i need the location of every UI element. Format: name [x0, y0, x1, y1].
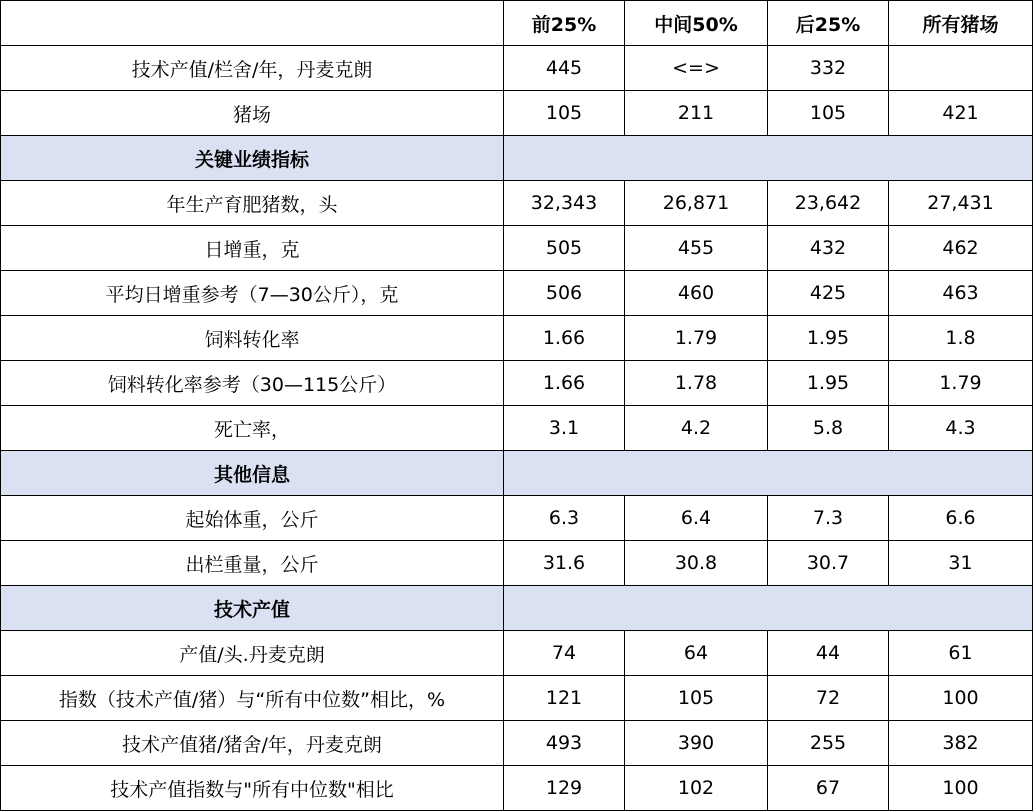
table-row — [1, 406, 1033, 451]
value-cell: 1.78 — [625, 361, 768, 406]
value-cell: 1.79 — [889, 361, 1033, 406]
value-cell: 211 — [625, 91, 768, 136]
value-cell: 255 — [768, 721, 889, 766]
row-label: 平均日增重参考（7—30公斤），克 — [1, 271, 504, 316]
value-cell: 455 — [625, 226, 768, 271]
value-cell: 462 — [889, 226, 1033, 271]
row-label: 产值/头.丹麦克朗 — [1, 631, 504, 676]
row-label: 出栏重量，公斤 — [1, 541, 504, 586]
table-row — [1, 631, 1033, 676]
value-cell: 74 — [504, 631, 625, 676]
section-title: 技术产值 — [1, 586, 504, 631]
row-label: 技术产值猪/猪舍/年，丹麦克朗 — [1, 721, 504, 766]
table-row — [1, 721, 1033, 766]
table-row — [1, 316, 1033, 361]
row-label: 技术产值指数与"所有中位数"相比 — [1, 766, 504, 811]
table-row — [1, 181, 1033, 226]
value-cell: 121 — [504, 676, 625, 721]
value-cell: 4.2 — [625, 406, 768, 451]
row-label: 日增重，克 — [1, 226, 504, 271]
value-cell: 4.3 — [889, 406, 1033, 451]
value-cell: 382 — [889, 721, 1033, 766]
value-cell: 105 — [504, 91, 625, 136]
section-row — [1, 451, 1033, 496]
value-cell: 1.66 — [504, 361, 625, 406]
value-cell: 1.66 — [504, 316, 625, 361]
value-cell: 1.95 — [768, 316, 889, 361]
row-label: 死亡率， — [1, 406, 504, 451]
value-cell: 100 — [889, 676, 1033, 721]
value-cell: 421 — [889, 91, 1033, 136]
table-body — [1, 1, 1033, 811]
value-cell: 425 — [768, 271, 889, 316]
table-row — [1, 766, 1033, 811]
value-cell: 1.95 — [768, 361, 889, 406]
value-cell: 100 — [889, 766, 1033, 811]
value-cell: 64 — [625, 631, 768, 676]
value-cell: 6.3 — [504, 496, 625, 541]
row-label: 饲料转化率 — [1, 316, 504, 361]
value-cell: 105 — [625, 676, 768, 721]
section-row — [1, 586, 1033, 631]
row-label: 饲料转化率参考（30—115公斤） — [1, 361, 504, 406]
table-row — [1, 226, 1033, 271]
section-title: 关键业绩指标 — [1, 136, 504, 181]
value-cell: 5.8 — [768, 406, 889, 451]
table-row — [1, 361, 1033, 406]
table-row — [1, 676, 1033, 721]
row-label: 猪场 — [1, 91, 504, 136]
value-cell: 506 — [504, 271, 625, 316]
section-blank-cell — [504, 136, 1033, 181]
value-cell — [889, 46, 1033, 91]
value-cell: 32,343 — [504, 181, 625, 226]
header-cell-top25: 前25% — [504, 1, 625, 46]
row-label: 年生产育肥猪数，头 — [1, 181, 504, 226]
value-cell: 332 — [768, 46, 889, 91]
header-row — [1, 1, 1033, 46]
value-cell: 67 — [768, 766, 889, 811]
value-cell: <=> — [625, 46, 768, 91]
row-label: 技术产值/栏舍/年，丹麦克朗 — [1, 46, 504, 91]
value-cell: 129 — [504, 766, 625, 811]
value-cell: 7.3 — [768, 496, 889, 541]
header-cell-middle50: 中间50% — [625, 1, 768, 46]
section-blank-cell — [504, 451, 1033, 496]
table-row — [1, 496, 1033, 541]
value-cell: 102 — [625, 766, 768, 811]
value-cell: 1.79 — [625, 316, 768, 361]
row-label: 指数（技术产值/猪）与“所有中位数”相比，% — [1, 676, 504, 721]
value-cell: 31 — [889, 541, 1033, 586]
value-cell: 61 — [889, 631, 1033, 676]
value-cell: 1.8 — [889, 316, 1033, 361]
value-cell: 27,431 — [889, 181, 1033, 226]
value-cell: 30.7 — [768, 541, 889, 586]
value-cell: 72 — [768, 676, 889, 721]
value-cell: 493 — [504, 721, 625, 766]
table-row — [1, 541, 1033, 586]
value-cell: 44 — [768, 631, 889, 676]
header-cell-label — [1, 1, 504, 46]
value-cell: 3.1 — [504, 406, 625, 451]
header-cell-bottom25: 后25% — [768, 1, 889, 46]
table-row — [1, 46, 1033, 91]
section-blank-cell — [504, 586, 1033, 631]
value-cell: 445 — [504, 46, 625, 91]
value-cell: 30.8 — [625, 541, 768, 586]
value-cell: 23,642 — [768, 181, 889, 226]
value-cell: 31.6 — [504, 541, 625, 586]
table-row — [1, 91, 1033, 136]
row-label: 起始体重，公斤 — [1, 496, 504, 541]
header-cell-all-farms: 所有猪场 — [889, 1, 1033, 46]
value-cell: 6.6 — [889, 496, 1033, 541]
value-cell: 105 — [768, 91, 889, 136]
value-cell: 505 — [504, 226, 625, 271]
section-title: 其他信息 — [1, 451, 504, 496]
value-cell: 460 — [625, 271, 768, 316]
table-row — [1, 271, 1033, 316]
value-cell: 6.4 — [625, 496, 768, 541]
value-cell: 432 — [768, 226, 889, 271]
value-cell: 26,871 — [625, 181, 768, 226]
value-cell: 463 — [889, 271, 1033, 316]
section-row — [1, 136, 1033, 181]
value-cell: 390 — [625, 721, 768, 766]
